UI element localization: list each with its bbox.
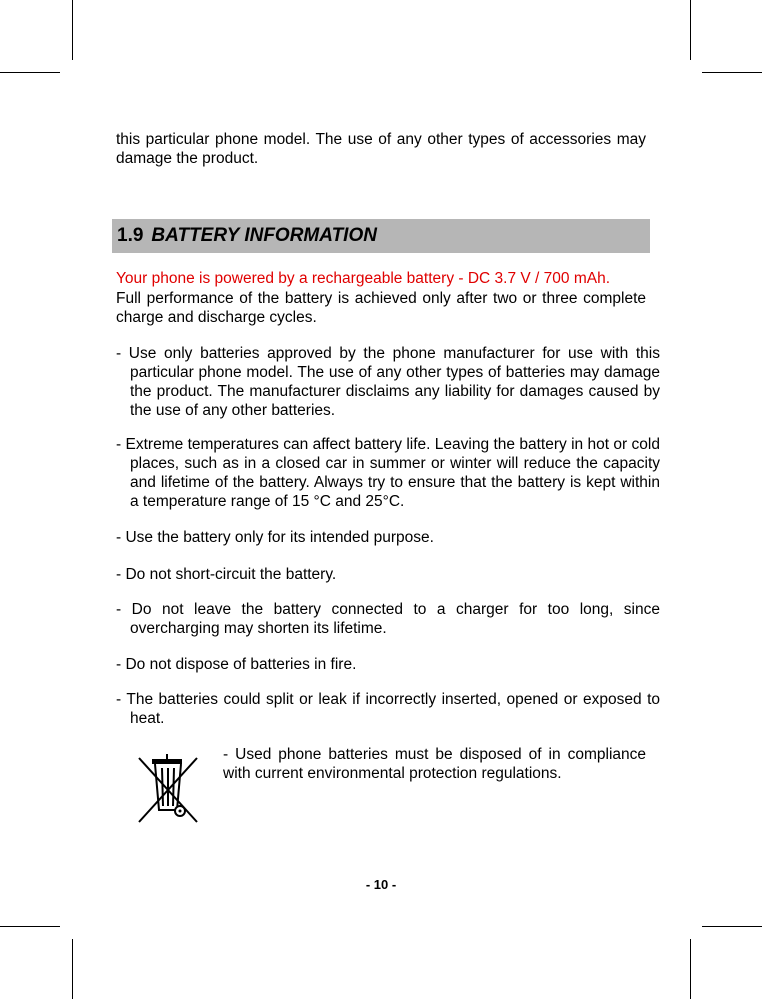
section-header xyxy=(112,219,650,253)
list-item: - Extreme temperatures can affect battery life. Leaving the battery in hot or cold places, such as in a closed car in summer or winter will reduce the capacity and lifetime of the battery. Always try to ensure that the battery is kept within a temperature range of 15 °C and 25°C. xyxy=(116,436,660,510)
list-item: - Do not leave the battery connected to a charger for too long, since overcharging may shorten its lifetime. xyxy=(116,601,660,637)
crop-mark xyxy=(702,926,762,927)
crop-mark xyxy=(72,939,73,999)
crop-mark xyxy=(702,72,762,73)
section-title: BATTERY INFORMATION xyxy=(151,225,377,246)
list-item: - Do not short-circuit the battery. xyxy=(116,566,337,583)
performance-paragraph: Full performance of the battery is achieved only after two or three complete charge and discharge cycles. xyxy=(116,290,646,326)
crop-mark xyxy=(690,939,691,999)
crossed-out-wheelie-bin-icon xyxy=(133,752,203,826)
crop-mark xyxy=(0,926,60,927)
list-item: - Use only batteries approved by the phone manufacturer for use with this particular phone model. The use of any other types of batteries may damage the product. The manufacturer disclaims any liability for damages caused by the use of any other batteries. xyxy=(116,345,660,419)
disposal-paragraph: - Used phone batteries must be disposed of in compliance with current environmental protection regulations. xyxy=(223,746,646,782)
crop-mark xyxy=(690,0,691,60)
page-number: - 10 - xyxy=(365,877,397,892)
power-line: Your phone is powered by a rechargeable battery - DC 3.7 V / 700 mAh. xyxy=(116,270,610,287)
section-number: 1.9 xyxy=(117,225,144,246)
list-item: - The batteries could split or leak if incorrectly inserted, opened or exposed to heat. xyxy=(116,691,660,727)
crop-mark xyxy=(0,72,60,73)
list-item: - Do not dispose of batteries in fire. xyxy=(116,656,357,673)
crop-mark xyxy=(72,0,73,60)
intro-paragraph: this particular phone model. The use of any other types of accessories may damage the product. xyxy=(116,131,646,167)
list-item: - Use the battery only for its intended purpose. xyxy=(116,529,434,546)
